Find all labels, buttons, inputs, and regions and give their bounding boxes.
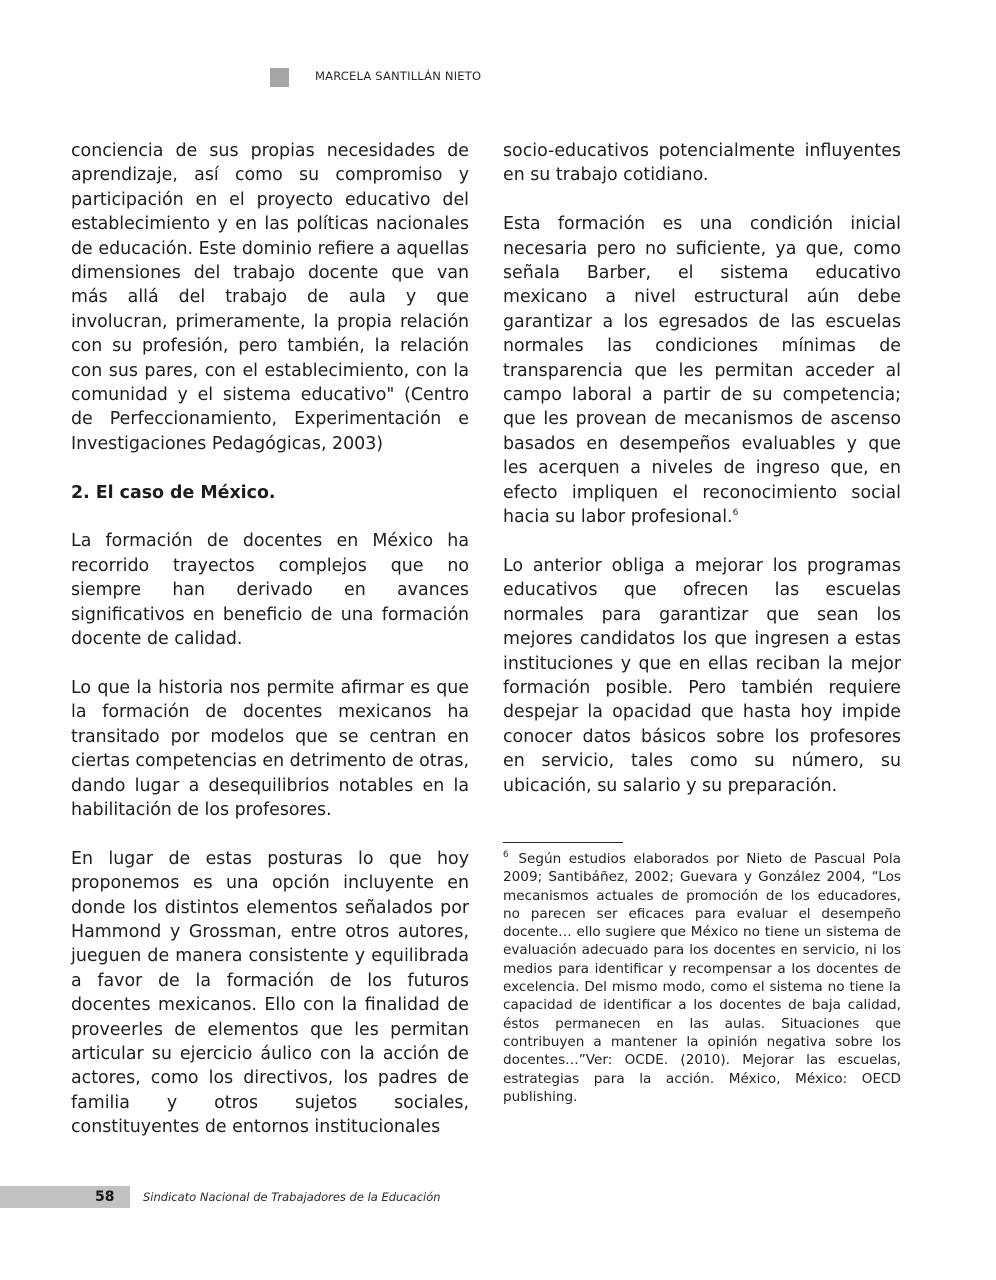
paragraph-right-2 <box>503 212 901 529</box>
paragraph-left-1: conciencia de sus propias necesidades de aprendizaje, así como su compromiso y participación en el proyecto educativo del establecimiento y en las políticas nacionales de educación. Este dominio refiere a aquellas dimensiones del trabajo docente que van más allá del trabajo de aula y que involucran, primeramente, la propia relación con su profesión, pero también, la relación con sus pares, con el establecimiento, con la comunidad y el sistema educativo" (Centro de Perfeccionamiento, Experimentación e Investigaciones Pedagógicas, 2003) <box>71 141 469 454</box>
left-column <box>71 139 469 1164</box>
paragraph-right-2-text: Esta formación es una condición inicial necesaria pero no suficiente, ya que, como señala Barber, el sistema educativo mexicano a nivel estructural aún debe garantizar a los egresados de las escuelas normales las condiciones mínimas de transparencia que les permitan acceder al campo laboral a partir de su competencia; que les provean de mecanismos de ascenso basados en desempeños evaluables y que les acerquen a niveles de ingreso que, en efecto impliquen el reconocimiento social hacia su labor profesional. <box>503 214 901 528</box>
right-column <box>503 139 901 822</box>
footnote-reference-mark: 6 <box>732 508 739 519</box>
footnote-text: Según estudios elaborados por Nieto de Pascual Pola 2009; Santibáñez, 2002; Guevara y González 2004, “Los mecanismos actuales de promoción de los educadores, no parecen ser eficaces para evaluar el desempeño docente… ello sugiere que México no tiene un sistema de evaluación adecuado para los docentes en servicio, ni los medios para identificar y recompensar a los docentes de excelencia. Del mismo modo, como el sistema no tiene la capacidad de identificar a los docentes de baja calidad, éstos permanecen en las aulas. Situaciones que contribuyen a mantener la opinión negativa sobre los docentes…”Ver: OCDE. (2010). Mejorar las escuelas, estrategias para la acción. México, México: OECD publishing. <box>503 851 901 1105</box>
footnote <box>503 850 901 1106</box>
paragraph-left-2: La formación de docentes en México ha recorrido trayectos complejos que no siempre han derivado en avances significativos en beneficio de una formación docente de calidad. <box>71 531 469 650</box>
section-heading: 2. El caso de México. <box>71 482 276 503</box>
paragraph-right-3: Lo anterior obliga a mejorar los programas educativos que ofrecen las escuelas normales para garantizar que sean los mejores candidatos los que ingresen a estas instituciones y que en ellas reciban la mejor formación posible. Pero también requiere despejar la opacidad que hasta hoy impide conocer datos básicos sobre los profesores en servicio, tales como su número, su ubicación, su salario y su preparación. <box>503 555 901 796</box>
paragraph-left-4: En lugar de estas posturas lo que hoy proponemos es una opción incluyente en donde los distintos elementos señalados por Hammond y Grossman, entre otros autores, jueguen de manera consistente y equilibrada a favor de la formación de los futuros docentes mexicanos. Ello con la finalidad de proveerles de elementos que les permitan articular su ejercicio áulico con la acción de actores, como los directivos, los padres de familia y otros sujetos sociales, constituyentes de entornos institucionales <box>71 848 469 1138</box>
page-number: 58 <box>95 1189 115 1205</box>
footnote-number: 6 <box>503 850 509 861</box>
header-decoration-square <box>270 68 289 87</box>
paragraph-left-3: Lo que la historia nos permite afirmar es que la formación de docentes mexicanos ha transitado por modelos que se centran en ciertas competencias en detrimento de otras, dando lugar a desequilibrios notables en la habilitación de los profesores. <box>71 677 469 820</box>
running-header-author: MARCELA SANTILLÁN NIETO <box>315 69 482 83</box>
running-footer-organization: Sindicato Nacional de Trabajadores de la Educación <box>143 1190 441 1204</box>
footnote-separator-rule <box>503 842 623 843</box>
paragraph-right-1: socio-educativos potencialmente influyentes en su trabajo cotidiano. <box>503 141 901 186</box>
